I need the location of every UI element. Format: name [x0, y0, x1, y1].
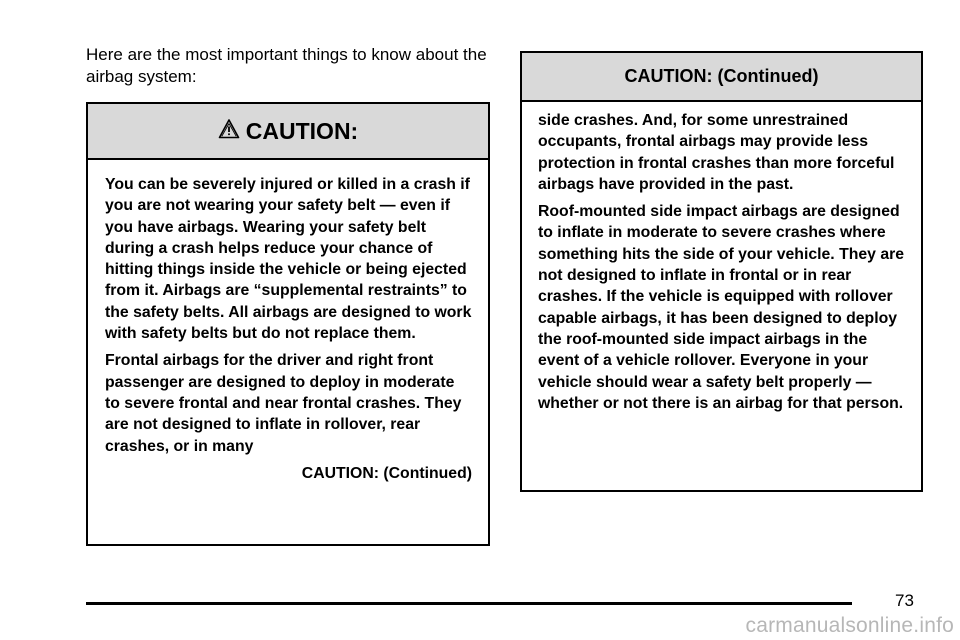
caution-continued-header: [522, 53, 921, 102]
caution-paragraph: Roof-mounted side impact airbags are designed to inflate in moderate to severe crashes where something hits the side of your vehicle. They are not designed to inflate in frontal or in rear crashes. If the vehicle is equipped with rollover capable airbags, it has been designed to deploy the roof-mounted side impact airbags in the event of a vehicle rollover. Everyone in your vehicle should wear a safety belt properly — whether or not there is an airbag for that person.: [538, 203, 905, 412]
watermark: carmanualsonline.info: [745, 614, 954, 637]
footer-rule: [86, 602, 852, 605]
warning-triangle-icon: [218, 118, 240, 140]
caution-paragraph: You can be severely injured or killed in a crash if you are not wearing your safety belt — even if you have airbags. Wearing your safety belt during a crash helps reduce your chance of hitting things inside the vehicle or being ejected from it. Airbags are “supplemental restraints” to the safety belts. All airbags are designed to work with safety belts but do not replace them.: [105, 176, 472, 343]
caution-continued-title: CAUTION: (Continued): [624, 66, 819, 86]
caution-box-1: [86, 102, 490, 546]
continued-label: CAUTION: (Continued): [301, 464, 472, 482]
caution-body: [88, 160, 488, 484]
caution-box-2: [520, 51, 923, 492]
intro-text: Here are the most important things to know about the airbag system:: [86, 45, 487, 86]
caution-paragraph: Frontal airbags for the driver and right front passenger are designed to deploy in moderate to severe frontal and near frontal crashes. They are not designed to inflate in rollover, rear crashes, or in many: [105, 352, 462, 455]
caution-paragraph: side crashes. And, for some unrestrained occupants, frontal airbags may provide less protection in frontal crashes than more forceful airbags have provided in the past.: [538, 112, 895, 193]
caution-header: [88, 104, 488, 160]
page-number: 73: [895, 591, 914, 610]
caution-continued-body: [522, 102, 921, 414]
caution-title: CAUTION:: [245, 117, 359, 144]
